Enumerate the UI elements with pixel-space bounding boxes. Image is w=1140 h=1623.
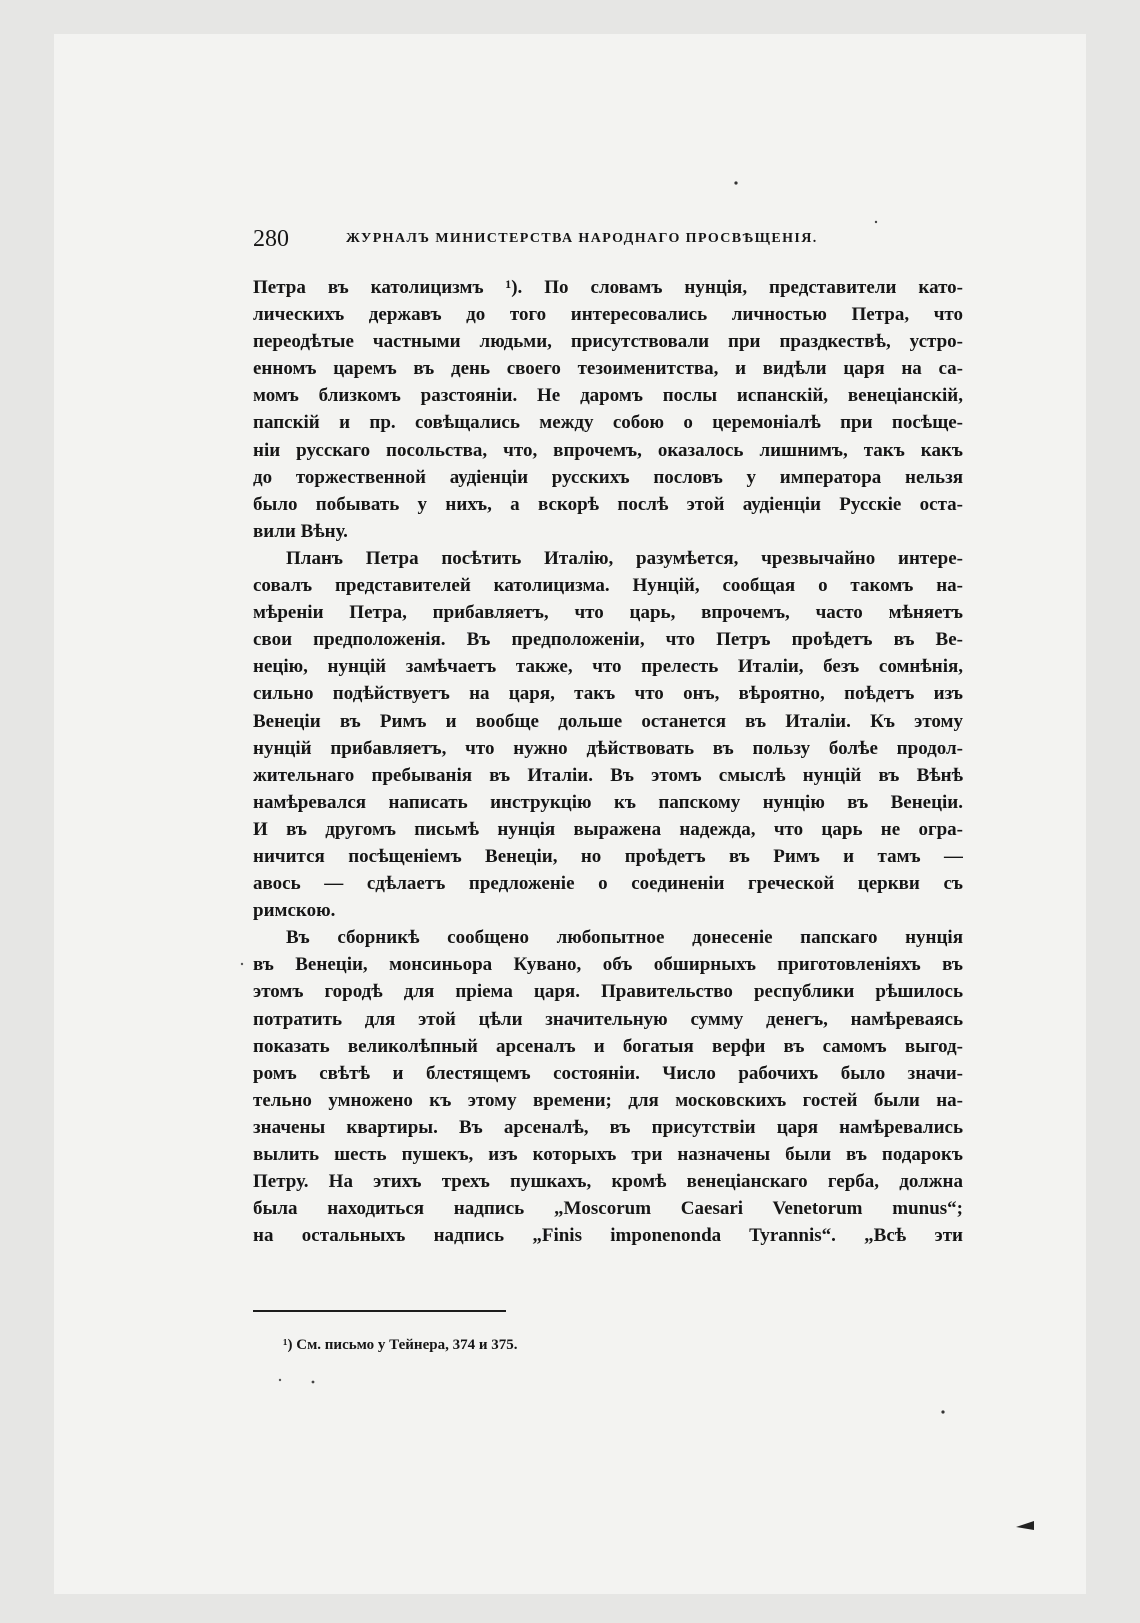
running-title: ЖУРНАЛЪ МИНИСТЕРСТВА НАРОДНАГО ПРОСВѢЩЕНІЯ. [346, 231, 818, 246]
text-line: вылить шесть пушекъ, изъ которыхъ три назначены были въ подарокъ [253, 1144, 963, 1165]
text-line: ромъ свѣтѣ и блестящемъ состояніи. Число рабочихъ было значи- [253, 1062, 963, 1084]
text-line: Петра въ католицизмъ ¹). По словамъ нунція, представители като- [253, 277, 963, 298]
ink-speck [241, 963, 243, 965]
ink-speck [312, 1381, 315, 1384]
text-line: жительнаго пребыванія въ Италіи. Въ этомъ смыслѣ нунцій въ Вѣнѣ [253, 764, 963, 786]
text-line: авось — сдѣлаетъ предложеніе о соединеніи греческой церкви съ [253, 873, 963, 895]
text-line: Петру. На этихъ трехъ пушкахъ, кромѣ венеціанскаго герба, должна [253, 1171, 963, 1193]
text-line: римскою. [253, 900, 336, 922]
text-line: енномъ царемъ въ день своего тезоименитства, и видѣли царя на са- [253, 358, 963, 380]
text-line: этомъ городѣ для пріема царя. Правительство республики рѣшилось [253, 981, 963, 1003]
text-line: до торжественной аудіенціи русскихъ пословъ у императора нельзя [253, 466, 963, 488]
text-line: И въ другомъ письмѣ нунція выражена надежда, что царь не огра- [253, 818, 963, 840]
text-line: потратить для этой цѣли значительную сумму денегъ, намѣреваясь [253, 1008, 963, 1030]
text-line: намѣревался написать инструкцію къ папскому нунцію въ Венеціи. [253, 791, 963, 813]
ink-speck [734, 181, 737, 184]
text-line: Въ сборникѣ сообщено любопытное донесеніе папскаго нунція [286, 927, 963, 949]
text-line: свои предположенія. Въ предположеніи, что Петръ проѣдетъ въ Ве- [253, 629, 963, 651]
scan-mark [1016, 1521, 1034, 1530]
text-line: нецію, нунцій замѣчаетъ также, что прелесть Италіи, безъ сомнѣнія, [253, 656, 963, 678]
ink-speck [875, 221, 877, 223]
ink-speck [279, 1379, 281, 1381]
text-line: момъ близкомъ разстояніи. Не даромъ послы испанскій, венеціанскій, [253, 385, 963, 407]
text-line: лическихъ державъ до того интересовались личностью Петра, что [253, 304, 963, 326]
text-line: мѣреніи Петра, прибавляетъ, что царь, впрочемъ, часто мѣняетъ [253, 602, 963, 624]
text-line: на остальныхъ надпись „Finis imponenonda Tyrannis“. „Всѣ эти [253, 1225, 963, 1247]
text-line: въ Венеціи, монсиньора Кувано, объ обширныхъ приготовленіяхъ въ [253, 954, 963, 976]
text-line: совалъ представителей католицизма. Нунцій, сообщая о такомъ на- [253, 575, 963, 597]
page-number: 280 [253, 226, 289, 252]
ink-speck [941, 1410, 944, 1413]
text-line: Планъ Петра посѣтить Италію, разумѣется, чрезвычайно интере- [286, 547, 963, 569]
text-line: было побывать у нихъ, а вскорѣ послѣ этой аудіенціи Русскіе оста- [253, 493, 963, 515]
text-line: ничится посѣщеніемъ Венеціи, но проѣдетъ въ Римъ и тамъ — [253, 845, 963, 867]
text-line: сильно подѣйствуетъ на царя, такъ что онъ, вѣроятно, поѣдетъ изъ [253, 683, 963, 705]
text-line: нунцій прибавляетъ, что нужно дѣйствовать въ пользу болѣе продол- [253, 737, 963, 759]
text-line: Венеціи въ Римъ и вообще дольше останется въ Италіи. Къ этому [253, 710, 963, 732]
text-line: была находиться надпись „Moscorum Caesari Venetorum munus“; [253, 1198, 963, 1220]
text-line: вили Вѣну. [253, 520, 348, 542]
text-line: папскій и пр. совѣщались между собою о церемоніалѣ при посѣще- [253, 412, 963, 434]
text-line: показать великолѣпный арсеналъ и богатыя верфи въ самомъ выгод- [253, 1035, 963, 1057]
text-line: тельно умножено къ этому времени; для московскихъ гостей были на- [253, 1089, 963, 1111]
text-line: переодѣтые частными людьми, присутствовали при праздкествѣ, устро- [253, 331, 963, 353]
text-line: ніи русскаго посольства, что, впрочемъ, оказалось лишнимъ, такъ какъ [253, 439, 963, 461]
footnote: ¹) См. письмо у Тейнера, 374 и 375. [283, 1337, 518, 1353]
text-line: значены квартиры. Въ арсеналѣ, въ присутствіи царя намѣревались [253, 1116, 963, 1138]
